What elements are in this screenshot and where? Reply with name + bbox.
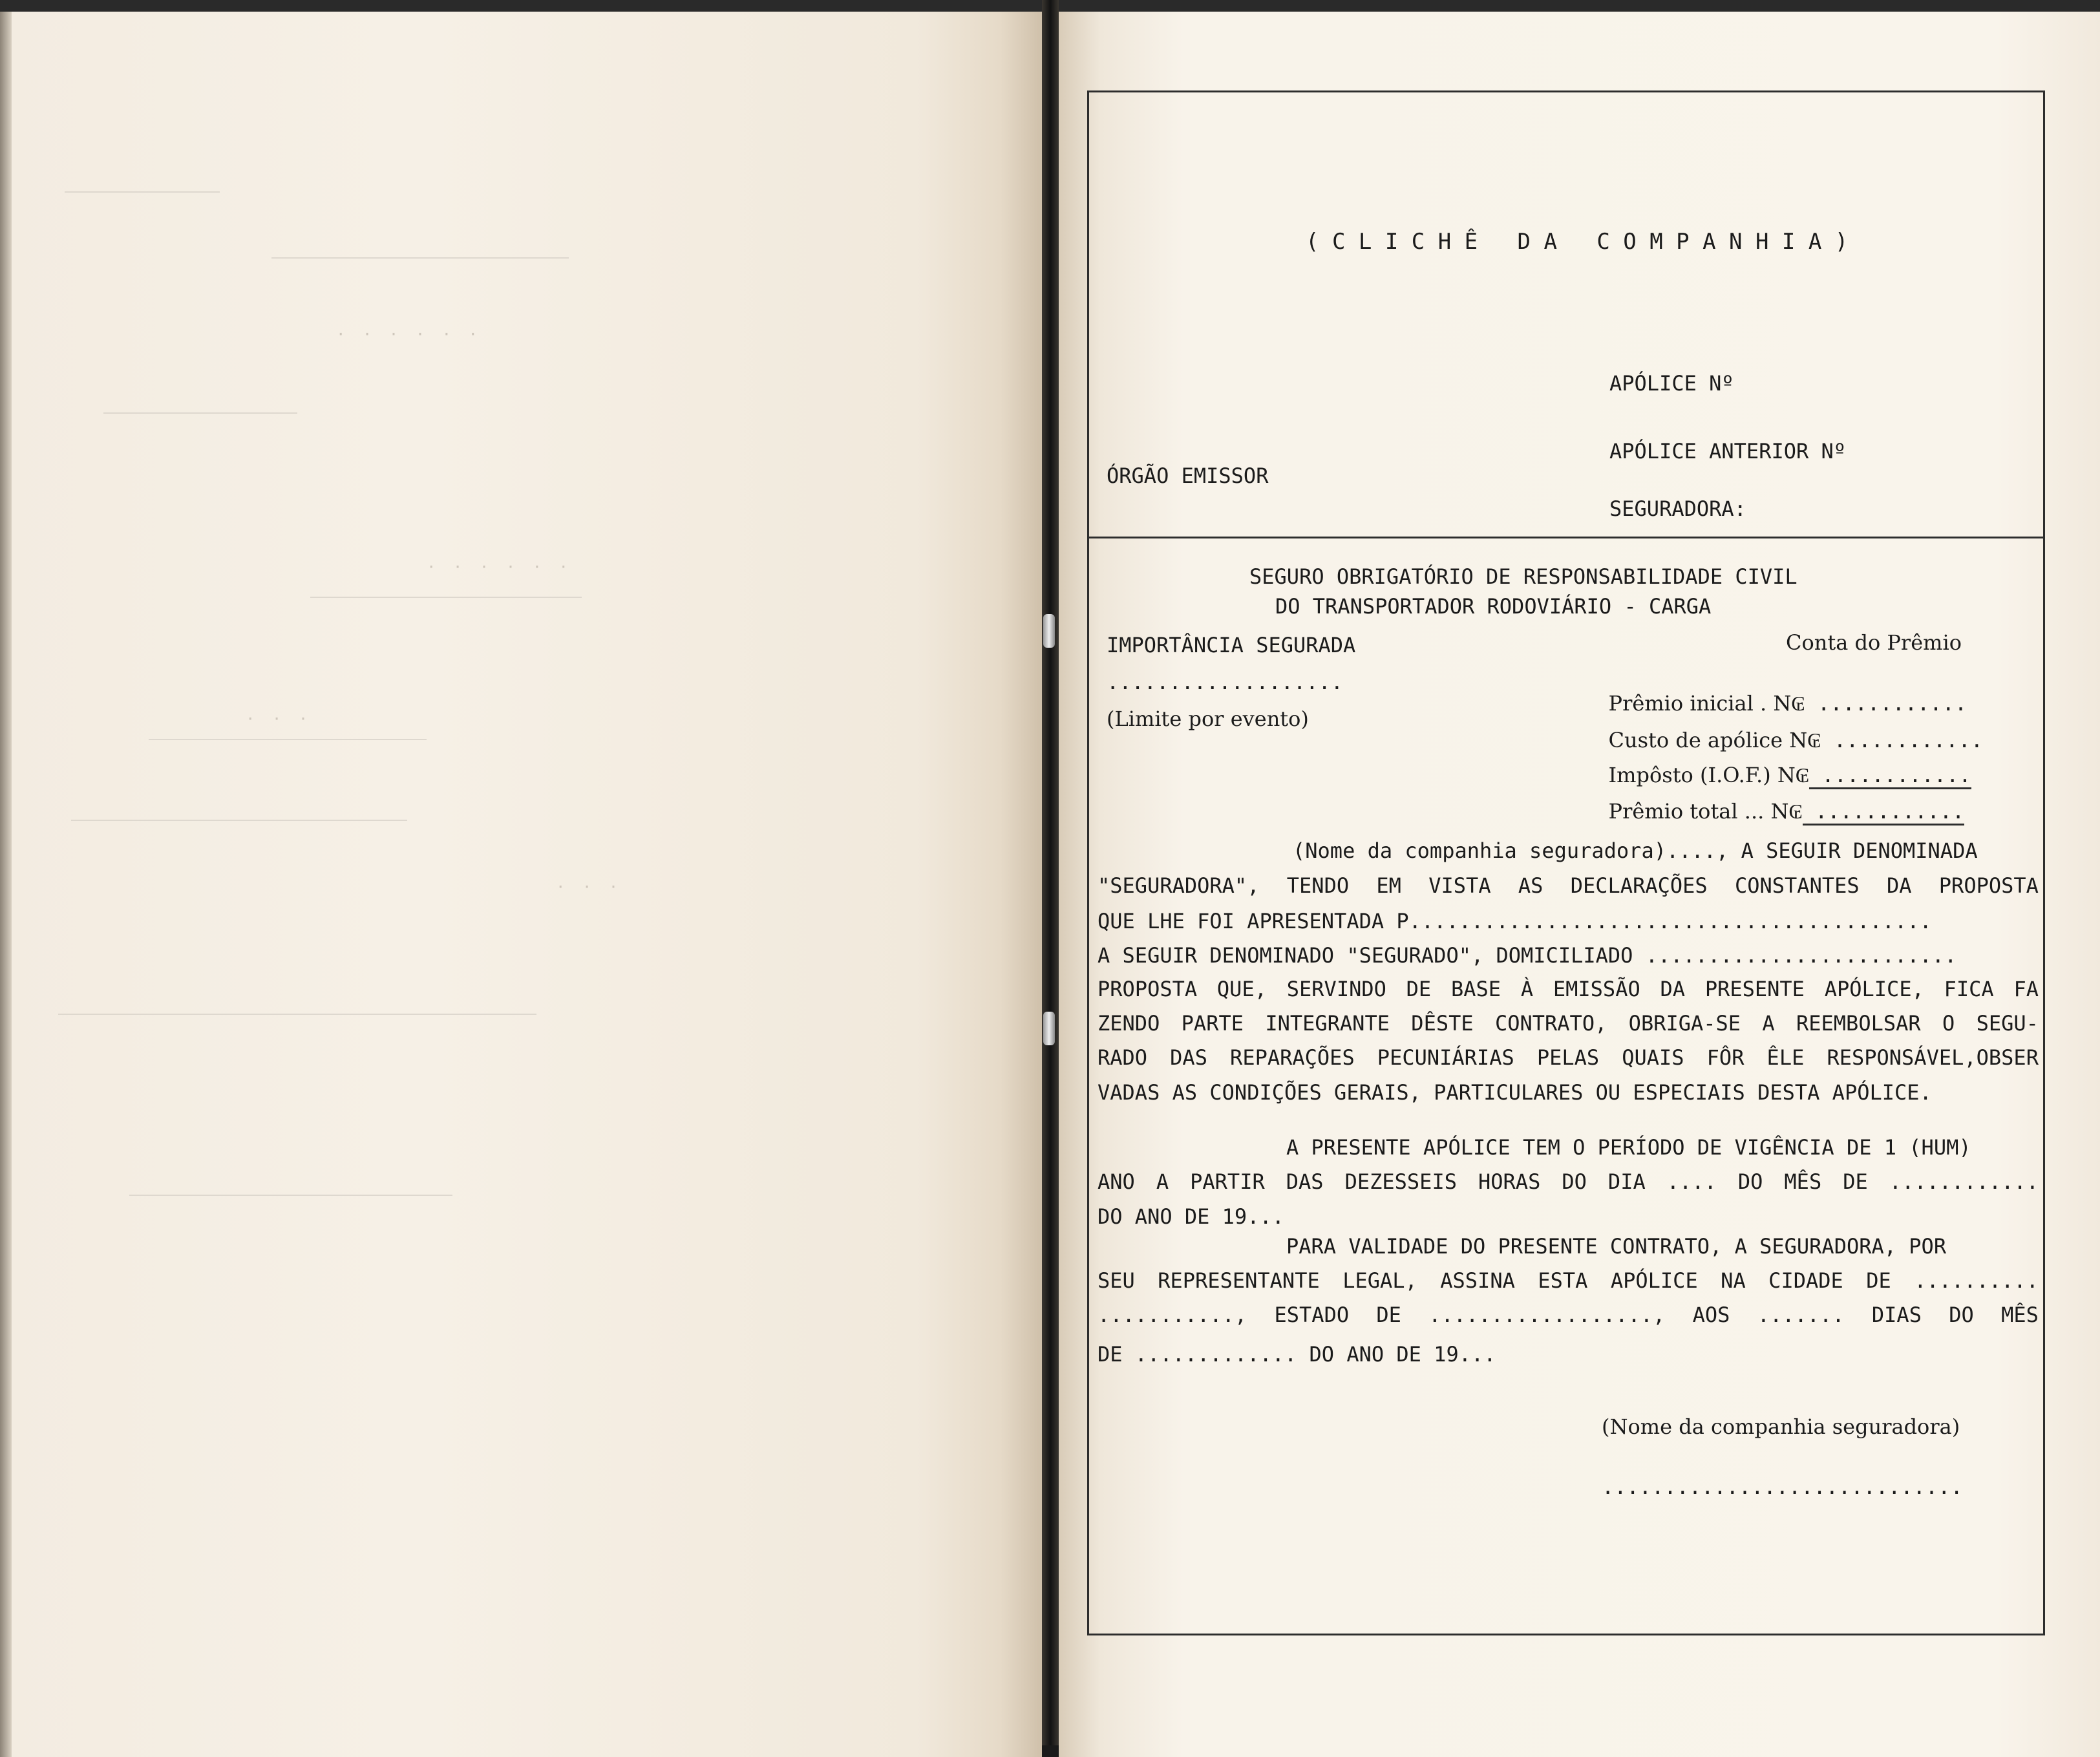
body-word: PARA VALIDADE DO PRESENTE CONTRATO, A SEGURADORA, POR [1286, 1234, 1947, 1259]
body-word: RESPONSÁVEL,OBSER [1827, 1045, 2039, 1070]
body-word: DO [1562, 1169, 1587, 1194]
body-word: PELAS [1536, 1045, 1600, 1070]
body-word: .......... [1914, 1268, 2039, 1293]
body-word: PROPOSTA [1938, 873, 2039, 898]
body-line [1098, 1298, 2039, 1332]
show-through-line [271, 257, 569, 259]
show-through-line [149, 739, 427, 740]
body-word: APÓLICE, [1824, 977, 1924, 1001]
body-word: .... [1666, 1169, 1717, 1194]
body-word: EM [1376, 873, 1401, 898]
insured-amount-field[interactable]: ................... [1107, 670, 1344, 694]
body-word: PROPOSTA [1098, 977, 1198, 1001]
body-word: PECUNIÁRIAS [1377, 1045, 1514, 1070]
body-word: DEZESSEIS [1344, 1169, 1457, 1194]
body-word: AOS [1692, 1303, 1730, 1327]
left-page [0, 0, 1042, 1757]
show-through-text: · · · · · · [336, 325, 482, 343]
show-through-line [58, 1014, 536, 1015]
body-word: PARTE [1181, 1011, 1244, 1036]
body-word: O [1942, 1011, 1955, 1036]
body-word: DE [1866, 1268, 1891, 1293]
body-word: OBRIGA-SE [1628, 1011, 1741, 1036]
body-word: SERVINDO [1286, 977, 1386, 1001]
body-line: (Nome da companhia seguradora)...., A SEGUIR DENOMINADA [1293, 838, 1978, 863]
body-word: AS [1518, 873, 1543, 898]
body-word: A [1156, 1169, 1169, 1194]
show-through-line [71, 820, 407, 821]
body-word: NA [1721, 1268, 1746, 1293]
body-word: ............ [1889, 1169, 2039, 1194]
body-word: SEGU- [1976, 1011, 2039, 1036]
body-word: ESTADO [1274, 1303, 1350, 1327]
body-word: DE [1843, 1169, 1868, 1194]
body-word: DAS [1170, 1045, 1207, 1070]
body-word: A [1762, 1011, 1775, 1036]
body-word: REPARAÇÕES [1230, 1045, 1355, 1070]
body-word: QUAIS [1622, 1045, 1684, 1070]
limit-note: (Limite por evento) [1107, 707, 1309, 731]
body-word: DO [1737, 1169, 1763, 1194]
body-word: ANO [1098, 1169, 1135, 1194]
body-word: APÓLICE [1610, 1268, 1698, 1293]
staple [1043, 1012, 1055, 1045]
body-line [1098, 1165, 2039, 1199]
body-word: ESTA [1538, 1268, 1588, 1293]
company-cliche-placeholder: ( C L I C H Ê D A C O M P A N H I A ) [1306, 229, 1849, 255]
premium-row-value[interactable]: ............ [1805, 691, 1967, 716]
body-word: REPRESENTANTE [1158, 1268, 1320, 1293]
body-word: BASE [1450, 977, 1501, 1001]
signature-line[interactable]: ............................. [1602, 1475, 1963, 1499]
header-divider [1087, 537, 2045, 538]
body-word: DECLARAÇÕES [1570, 873, 1708, 898]
body-line [1286, 1230, 2040, 1264]
premium-row [1584, 772, 2036, 824]
issuing-office-label: ÓRGÃO EMISSOR [1107, 463, 1269, 488]
show-through-line [129, 1195, 452, 1196]
page-edge [0, 12, 12, 1757]
body-word: CIDADE [1768, 1268, 1843, 1293]
insurer-label: SEGURADORA: [1609, 496, 1746, 521]
body-line [1098, 869, 2039, 903]
body-word: ASSINA [1440, 1268, 1515, 1293]
premium-account-heading: Conta do Prêmio [1786, 630, 1962, 655]
body-line [1098, 972, 2039, 1006]
body-word: ZENDO [1098, 1011, 1160, 1036]
body-word: DÊSTE [1411, 1011, 1474, 1036]
body-word: INTEGRANTE [1265, 1011, 1390, 1036]
body-word: MÊS [1784, 1169, 1822, 1194]
body-line: VADAS AS CONDIÇÕES GERAIS, PARTICULARES OU ESPECIAIS DESTA APÓLICE. [1098, 1080, 1932, 1105]
body-line: DO ANO DE 19... [1098, 1204, 1284, 1229]
body-word: REEMBOLSAR [1796, 1011, 1921, 1036]
premium-row-value[interactable]: ............ [1821, 728, 1984, 752]
body-word: DA [1660, 977, 1686, 1001]
form-title-line1: SEGURO OBRIGATÓRIO DE RESPONSABILIDADE CIVIL [1249, 564, 1798, 589]
show-through-line [65, 191, 220, 193]
body-line [1098, 1041, 2039, 1075]
premium-row-value[interactable]: ............ [1809, 763, 1971, 789]
show-through-text: · · · · · · [427, 558, 572, 576]
signature-company-name: (Nome da companhia seguradora) [1602, 1414, 1960, 1439]
body-word: À [1520, 977, 1534, 1001]
body-word: QUE, [1216, 977, 1267, 1001]
body-word: SEU [1098, 1268, 1135, 1293]
body-word: CONSTANTES [1734, 873, 1860, 898]
body-word: EMISSÃO [1553, 977, 1640, 1001]
body-word: PRESENTE [1704, 977, 1805, 1001]
premium-row-label: Prêmio inicial . N₢ [1608, 691, 1805, 716]
show-through-line [310, 597, 582, 598]
body-word: DIAS [1871, 1303, 1922, 1327]
premium-row-label: Impôsto (I.O.F.) N₢ [1608, 763, 1810, 787]
body-line: QUE LHE FOI APRESENTADA P.......................................... [1098, 909, 1932, 933]
body-line: DE ............. DO ANO DE 19... [1098, 1342, 1496, 1367]
body-word: PARTIR [1190, 1169, 1265, 1194]
policy-number-label: APÓLICE Nº [1609, 371, 1734, 396]
body-word: DA [1886, 873, 1912, 898]
body-word: DAS [1286, 1169, 1324, 1194]
body-word: DO [1949, 1303, 1974, 1327]
show-through-text: · · · [556, 878, 622, 896]
body-word: "SEGURADORA", [1098, 873, 1260, 898]
body-word: HORAS [1478, 1169, 1541, 1194]
body-word: LEGAL, [1342, 1268, 1417, 1293]
premium-row-label: Custo de apólice N₢ [1608, 728, 1821, 752]
show-through-line [103, 412, 297, 414]
form-title-line2: DO TRANSPORTADOR RODOVIÁRIO - CARGA [1275, 594, 1712, 619]
staple [1043, 614, 1055, 648]
body-line: A PRESENTE APÓLICE TEM O PERÍODO DE VIGÊNCIA DE 1 (HUM) [1286, 1135, 1971, 1160]
book-gutter [1042, 0, 1059, 1745]
body-line: A SEGUIR DENOMINADO "SEGURADO", DOMICILIADO ......................... [1098, 943, 1957, 968]
body-word: MÊS [2001, 1303, 2039, 1327]
body-word: ÊLE [1766, 1045, 1805, 1070]
body-word: CONTRATO, [1494, 1011, 1607, 1036]
body-word: ....... [1757, 1303, 1845, 1327]
body-word: FA [2013, 977, 2039, 1001]
premium-row-value[interactable]: ............ [1803, 799, 1964, 825]
premium-row-label: Prêmio total ... N₢ [1608, 799, 1803, 824]
body-word: DE [1376, 1303, 1401, 1327]
body-word: TENDO [1286, 873, 1350, 898]
body-line [1098, 1264, 2039, 1298]
body-word: VISTA [1428, 873, 1491, 898]
body-word: DIA [1607, 1169, 1646, 1194]
body-word: RADO [1098, 1045, 1148, 1070]
body-word: FÔR [1706, 1045, 1745, 1070]
body-line [1098, 1006, 2039, 1041]
body-word: DE [1406, 977, 1432, 1001]
previous-policy-label: APÓLICE ANTERIOR Nº [1609, 439, 1847, 463]
show-through-text: · · · [246, 710, 312, 728]
insured-amount-label: IMPORTÂNCIA SEGURADA [1107, 633, 1356, 657]
body-word: FICA [1944, 977, 1994, 1001]
body-word: ..........., [1098, 1303, 1247, 1327]
body-word: .................., [1428, 1303, 1666, 1327]
